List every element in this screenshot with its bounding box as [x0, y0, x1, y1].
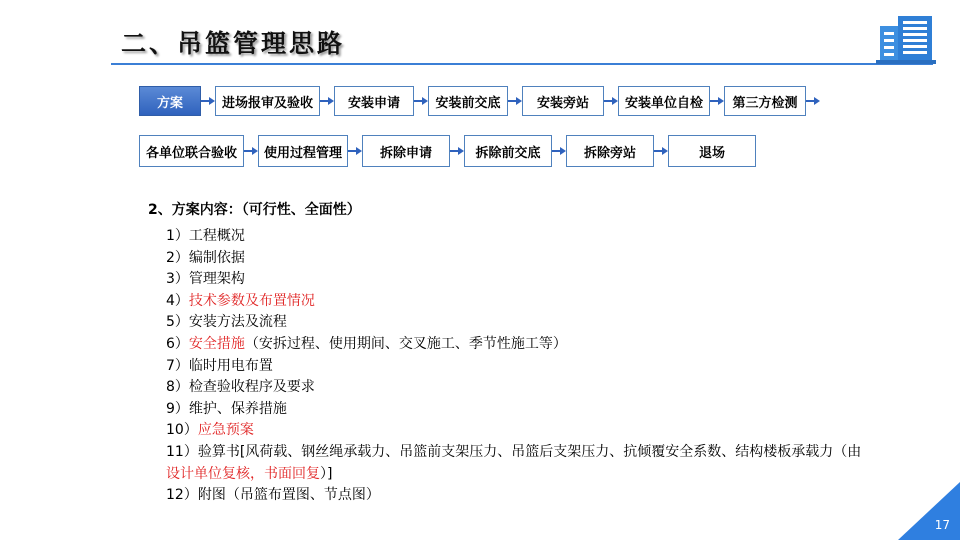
list-item: 11）验算书[风荷载、钢丝绳承载力、吊篮前支架压力、吊篮后支架压力、抗倾覆安全系数、结构楼板承载力（由设计单位复核，书面回复）]	[166, 443, 862, 482]
arrow-right-icon	[348, 146, 362, 156]
arrow-right-icon	[414, 96, 428, 106]
section-heading: 2、方案内容：（可行性、全面性）	[148, 202, 361, 218]
list-item: 6）安全措施（安拆过程、使用期间、交叉施工、季节性施工等）	[166, 335, 567, 352]
list-item: 2）编制依据	[166, 249, 245, 266]
list-item: 7）临时用电布置	[166, 357, 273, 374]
flow-step-install-briefing[interactable]: 安装前交底	[428, 86, 508, 116]
arrow-right-icon	[806, 96, 820, 106]
flow-step-exit[interactable]: 退场	[668, 135, 756, 167]
flow-step-joint-acceptance[interactable]: 各单位联合验收	[139, 135, 244, 167]
title-divider	[111, 63, 933, 65]
list-item: 3）管理架构	[166, 271, 245, 288]
page-number: 17	[934, 518, 950, 532]
arrow-right-icon	[320, 96, 334, 106]
list-item: 9）维护、保养措施	[166, 400, 287, 417]
corner-decoration	[898, 482, 960, 540]
list-item: 5）安装方法及流程	[166, 314, 287, 331]
arrow-right-icon	[654, 146, 668, 156]
arrow-right-icon	[552, 146, 566, 156]
arrow-right-icon	[201, 96, 215, 106]
flow-step-dismantle-briefing[interactable]: 拆除前交底	[464, 135, 552, 167]
arrow-right-icon	[508, 96, 522, 106]
list-item: 10）应急预案	[166, 422, 254, 439]
list-item: 1）工程概况	[166, 228, 245, 244]
arrow-right-icon	[710, 96, 724, 106]
list-item: 8）检查验收程序及要求	[166, 379, 315, 396]
content-list	[166, 226, 866, 507]
arrow-right-icon	[604, 96, 618, 106]
arrow-right-icon	[450, 146, 464, 156]
flow-step-install-selfcheck[interactable]: 安装单位自检	[618, 86, 710, 116]
flow-step-dismantle-apply[interactable]: 拆除申请	[362, 135, 450, 167]
flow-step-entry-review[interactable]: 进场报审及验收	[215, 86, 320, 116]
page-title: 二、吊篮管理思路	[121, 29, 346, 58]
flow-step-install-apply[interactable]: 安装申请	[334, 86, 414, 116]
flow-step-plan[interactable]: 方案	[139, 86, 201, 116]
building-icon	[876, 12, 936, 64]
flow-step-usage-management[interactable]: 使用过程管理	[258, 135, 348, 167]
flow-step-install-supervision[interactable]: 安装旁站	[522, 86, 604, 116]
flow-step-dismantle-supervision[interactable]: 拆除旁站	[566, 135, 654, 167]
list-item: 4）技术参数及布置情况	[166, 292, 315, 309]
list-item: 12）附图（吊篮布置图、节点图）	[166, 487, 380, 504]
flow-step-third-party[interactable]: 第三方检测	[724, 86, 806, 116]
arrow-right-icon	[244, 146, 258, 156]
